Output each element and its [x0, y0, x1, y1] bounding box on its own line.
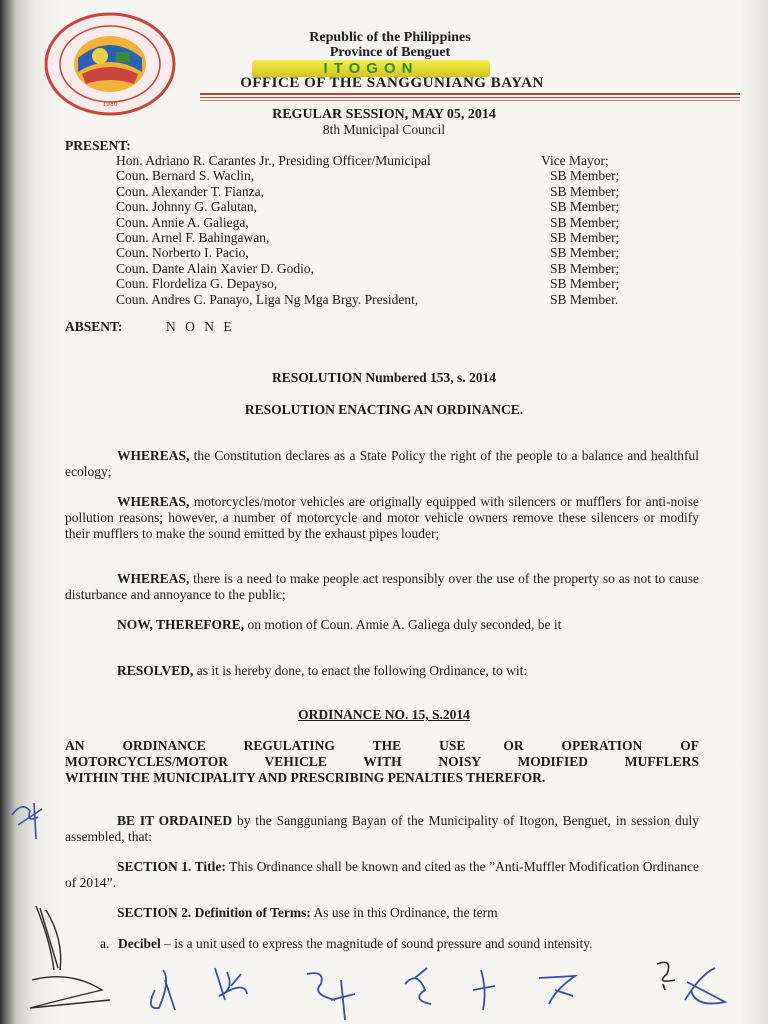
clause-lead: WHEREAS,	[117, 494, 190, 509]
margin-signature	[20, 900, 120, 1020]
clause-lead: WHEREAS,	[117, 571, 190, 586]
definition-marker: a.	[100, 936, 110, 951]
definition-term: Decibel	[118, 936, 161, 951]
resolution-title: RESOLUTION ENACTING AN ORDINANCE.	[244, 402, 524, 417]
municipal-seal-icon	[44, 12, 180, 116]
clause-text: on motion of Coun. Annie A. Galiega duly seconded, be it	[244, 617, 562, 632]
whereas-clause	[65, 571, 699, 603]
header-rule	[200, 97, 740, 98]
section-1	[65, 859, 699, 891]
ordained-lead: BE IT ORDAINED	[117, 813, 233, 828]
attendee-name: Coun. Dante Alain Xavier D. Godio,	[116, 261, 314, 276]
session-title: REGULAR SESSION, MAY 05, 2014	[272, 107, 496, 122]
attendee-name: Coun. Johnny G. Galutan,	[116, 199, 257, 214]
attendee-name: Hon. Adriano R. Carantes Jr., Presiding Officer/Municipal	[116, 153, 431, 168]
attendee-role: SB Member;	[550, 199, 620, 214]
office-title: OFFICE OF THE SANGGUNIANG BAYAN	[240, 75, 544, 91]
section-2	[65, 905, 699, 921]
clause-text: motorcycles/motor vehicles are originally equipped with silencers or mufflers for anti-noise pollution reasons; however, a number of motorcycle and motor vehicle owners remove these silencers or modify their mufflers to make the sound emitted by the exhaust pipes louder;	[65, 494, 699, 541]
definition-text: – is a unit used to express the magnitude of sound pressure and sound intensity.	[160, 936, 593, 951]
header-rule	[200, 100, 740, 101]
attendee-role: SB Member.	[550, 292, 619, 307]
whereas-clause	[65, 663, 699, 679]
margin-initial-signature	[8, 795, 52, 845]
council-label: 8th Municipal Council	[322, 122, 446, 137]
ordinance-title-line: WITHIN THE MUNICIPALITY AND PRESCRIBING PENALTIES THEREFOR.	[65, 770, 546, 785]
attendee-role: SB Member;	[550, 245, 620, 260]
attendee-role: SB Member;	[550, 215, 620, 230]
itogon-logo-text: ITOGON	[252, 60, 490, 77]
section-1-lead: SECTION 1. Title:	[117, 859, 226, 874]
clause-text: the Constitution declares as a State Policy the right of the people to a balance and healthful ecology;	[65, 448, 699, 479]
attendee-name: Coun. Annie A. Galiega,	[116, 215, 249, 230]
attendee-role: SB Member;	[550, 276, 620, 291]
attendee-name: Coun. Arnel F. Bahingawan,	[116, 230, 270, 245]
present-label: PRESENT:	[65, 138, 131, 153]
council-signatures	[135, 960, 755, 1024]
attendee-name: Coun. Flordeliza G. Depayso,	[116, 276, 278, 291]
whereas-clause	[65, 494, 699, 542]
section-1-text: This Ordinance shall be known and cited as the ”Anti-Muffler Modification Ordinance of 2014”.	[65, 859, 699, 890]
whereas-clause	[65, 448, 699, 480]
attendee-role: SB Member;	[550, 184, 620, 199]
attendee-role: Vice Mayor;	[541, 153, 609, 168]
clause-lead: WHEREAS,	[117, 448, 190, 463]
attendee-role: SB Member;	[550, 230, 620, 245]
province-line: Province of Benguet	[329, 45, 451, 60]
attendee-name: Coun. Andres C. Panayo, Liga Ng Mga Brgy. President,	[116, 292, 419, 307]
republic-line: Republic of the Philippines	[309, 30, 471, 45]
header-rule	[200, 93, 740, 95]
ordinance-title-line: MOTORCYCLES/MOTOR VEHICLE WITH NOISY MODIFIED MUFFLERS	[65, 754, 699, 769]
clause-text: as it is hereby done, to enact the following Ordinance, to wit:	[193, 663, 528, 678]
absent-value: N O N E	[166, 319, 235, 334]
ordinance-number: ORDINANCE NO. 15, S.2014	[298, 707, 470, 722]
ordained-text: by the Sangguniang Bayan of the Municipality of Itogon, Benguet, in session duly assembled, that:	[65, 813, 699, 844]
svg-text:1980: 1980	[102, 101, 118, 108]
ordinance-title-line: AN ORDINANCE REGULATING THE USE OR OPERATION OF	[65, 738, 699, 753]
attendee-name: Coun. Alexander T. Fianza,	[116, 184, 264, 199]
attendee-role: SB Member;	[550, 168, 620, 183]
resolution-number: RESOLUTION Numbered 153, s. 2014	[271, 370, 497, 385]
section-2-lead: SECTION 2. Definition of Terms:	[117, 905, 311, 920]
section-2-text: As use in this Ordinance, the term	[310, 905, 498, 920]
ordained-clause	[65, 813, 699, 845]
clause-lead: RESOLVED,	[117, 663, 194, 678]
clause-text: there is a need to make people act responsibly over the use of the property so as not to cause disturbance and annoyance to the public;	[65, 571, 699, 602]
attendee-role: SB Member;	[550, 261, 620, 276]
attendee-name: Coun. Bernard S. Waclin,	[116, 168, 255, 183]
clause-lead: NOW, THEREFORE,	[117, 617, 245, 632]
whereas-clause	[65, 617, 699, 633]
definition-decibel	[100, 936, 699, 952]
absent-label: ABSENT:	[65, 319, 123, 334]
attendee-name: Coun. Norberto I. Pacio,	[116, 245, 249, 260]
